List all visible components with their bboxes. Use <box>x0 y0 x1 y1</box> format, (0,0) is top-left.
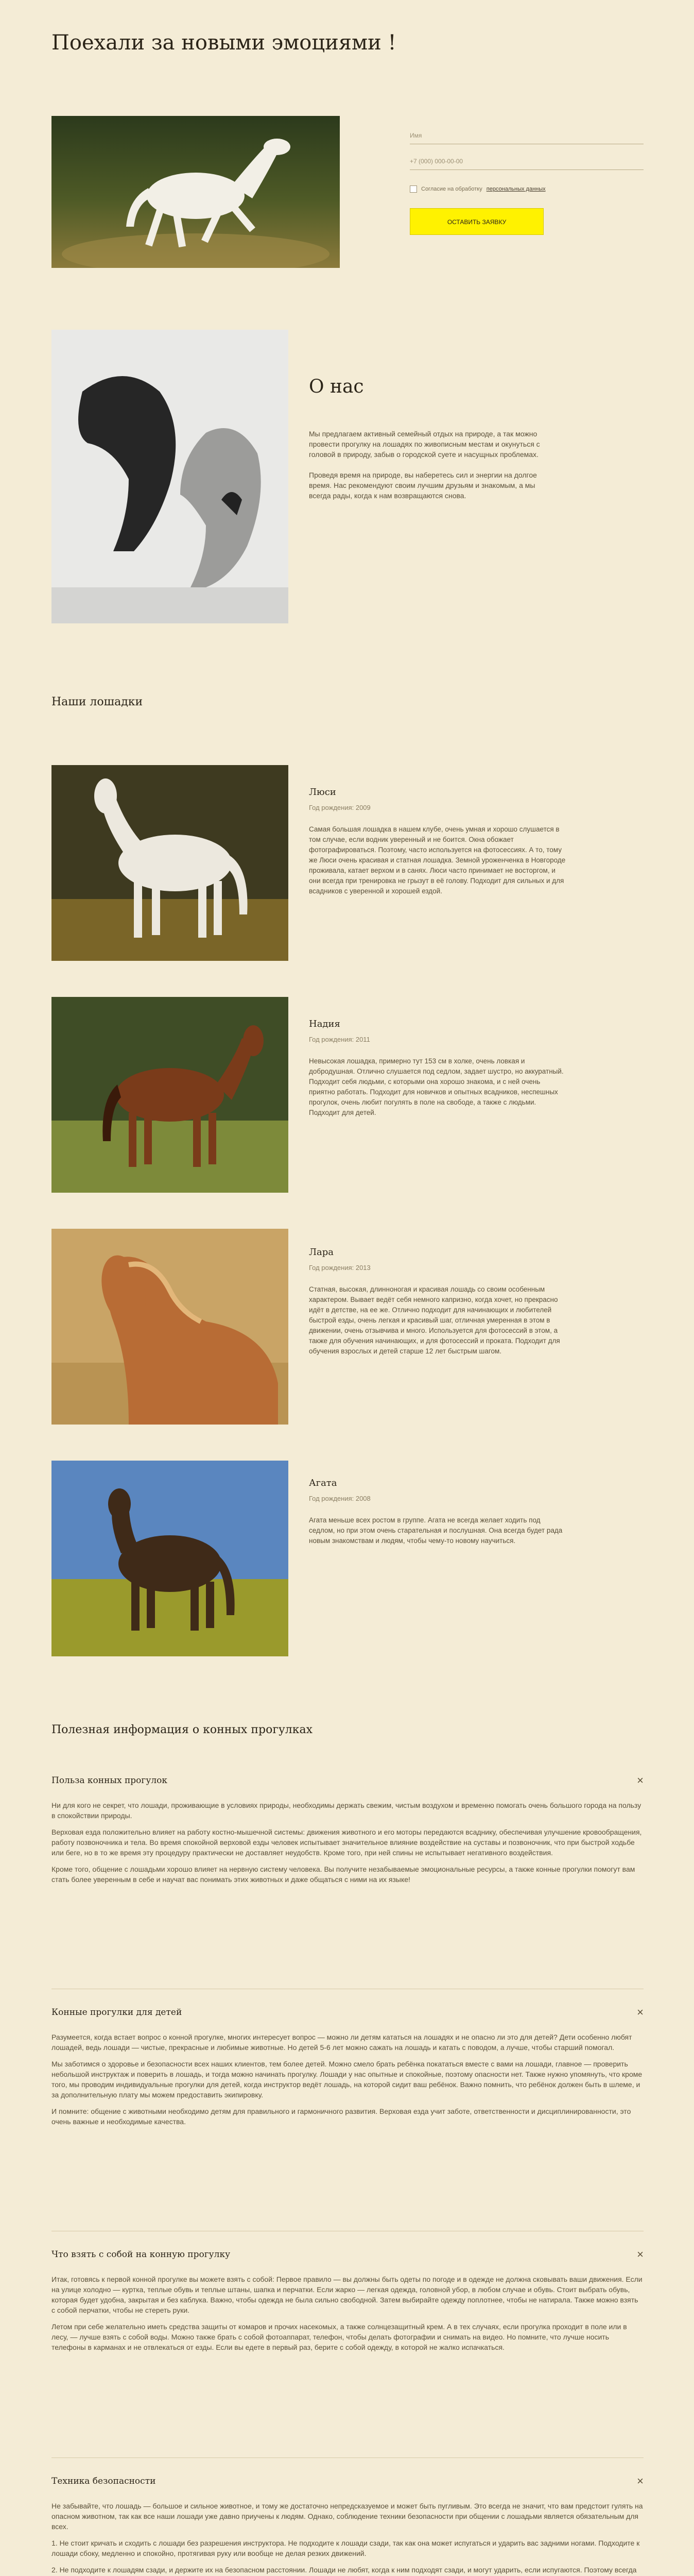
horse-description: Статная, высокая, длинноногая и красивая лошадь со своим особенным характером. Вывает ведёт себя немного капризно, когда хочет, но прекрасно идёт в детстве, на ее же. Отлично подходит для начинающих и любителей быстрой езды, очень легкая и красивый шаг, отличная умеренная в этом в движении, очень отзывчива и много. Используется для фотосессий в этом, а также для обучения начинающих, и для фотосессий и проката. Подходит для обучения взрослых и детей старше 12 лет быстрым шагом. <box>309 1285 560 1355</box>
about-title: О нас <box>309 376 364 397</box>
faq-answer-paragraph: И помните: общение с животными необходимо детям для правильного и гармоничного развития. Верховая езда учит заботе, ответственности и дисциплинированности, это очень важные и необходимые качества. <box>51 2107 631 2126</box>
name-field[interactable]: Имя <box>410 124 644 144</box>
faq-question: Конные прогулки для детей <box>51 2007 182 2018</box>
close-icon[interactable]: × <box>637 1774 644 1787</box>
faq-answer <box>51 1800 644 1885</box>
consent-link[interactable]: персональных данных <box>486 186 546 192</box>
faq-answer-paragraph: Верховая езда положительно влияет на работу костно-мышечной системы: движения животного и его моторы передаются всаднику, обеспечивая улучшение кровообращения, работу позвоночника и тела. Во время спокойной верховой езды человек испытывает значительное влияние воздействие на суставы и позвоночник, что при быстрой ходьбе или беге, но в то же время эту процедуру практически не доставляет неудобств. Кроме того, при ней спины не испытывает негативного воздействия. <box>51 1828 642 1857</box>
horses-title: Наши лошадки <box>51 696 143 708</box>
faq-item-kids <box>51 2004 644 2127</box>
faq-answer-paragraph: Летом при себе желательно иметь средства защиты от комаров и прочих насекомых, а также солнцезащитный крем. А в тех случаях, если прогулка проходит в поле или в лесу, — лучше взять с собой воды. Можно также брать с собой фотоаппарат, телефон, чтобы делать фотографии и снимать на видео. Но помните, что лучше носить телефоны в карманах и не отвлекаться от езды. Если вы едете в первый раз, берите с собой одежду, в которой не жалко испачкаться. <box>51 2323 627 2351</box>
faq-header[interactable] <box>51 2246 644 2263</box>
faq-answer-paragraph: Не забывайте, что лошадь — большое и сильное животное, и тому же достаточно непредсказуемое и может быть пугливым. Это всегда не значит, что вам предстоит гулять на опасном животном, так как все наши лошади уже давно приучены к людям. Однако, соблюдение техники безопасности при общении с лошадьми является обязательным для всех. <box>51 2502 643 2531</box>
submit-button[interactable]: ОСТАВИТЬ ЗАЯВКУ <box>410 208 544 235</box>
horse-birth-year: Год рождения: 2011 <box>309 1036 370 1043</box>
faq-answer-paragraph: Кроме того, общение с лошадьми хорошо влияет на нервную систему человека. Вы получите незабываемые эмоциональные ресурсы, а также конные прогулки помогут вам стать более уверенным в себе и научат вас понимать этих животных и даже общаться с ними на их языке! <box>51 1865 635 1884</box>
faq-header[interactable] <box>51 2004 644 2021</box>
faq-answer <box>51 2274 644 2352</box>
horse-image-agata <box>51 1461 288 1656</box>
faq-answer-paragraph: Ни для кого не секрет, что лошади, проживающие в условиях природы, необходимы держать свежим, чистым воздухом и временно помогать очень большого города на пользу в спокойствии природы. <box>51 1801 641 1820</box>
faq-question: Техника безопасности <box>51 2476 156 2486</box>
close-icon[interactable]: × <box>637 2006 644 2019</box>
faq-answer-paragraph: Итак, готовясь к первой конной прогулке вы можете взять с собой: Первое правило — вы должны быть одеты по погоде и в одежде не должна сковывать ваши движения. Если на улице холодно — куртка, теплые обувь и теплые штаны, шапка и перчатки. Если жарко — легкая одежда, головной убор, в любом случае и обувь. Стоит выбрать обувь, которая будет удобна, закрытая и без каблука. Важно, чтобы одежда не была сильно свободной. Затем выбирайте одежду поплотнее, чтобы не натирала. Также можно взять с собой перчатки, чтобы не стереть руки. <box>51 2275 643 2314</box>
faq-answer <box>51 2032 644 2127</box>
horse-name: Надия <box>309 1019 340 1029</box>
faq-item-benefits <box>51 1772 644 1885</box>
horse-description: Агата меньше всех ростом в группе. Агата не всегда желает ходить под седлом, но при этом очень старательная и послушная. Она всегда будет рада новым знакомствам и людям, чтобы чему-то новому научиться. <box>309 1516 563 1545</box>
horse-birth-year: Год рождения: 2009 <box>309 804 371 811</box>
horse-birth-year: Год рождения: 2008 <box>309 1495 371 1502</box>
close-icon[interactable]: × <box>637 2248 644 2261</box>
close-icon[interactable]: × <box>637 2475 644 2487</box>
lead-form <box>410 124 644 235</box>
consent-checkbox[interactable] <box>410 185 417 193</box>
faq-question: Что взять с собой на конную прогулку <box>51 2249 231 2260</box>
faq-header[interactable] <box>51 2473 644 2489</box>
faq-header[interactable] <box>51 1772 644 1789</box>
about-paragraph: Мы предлагаем активный семейный отдых на природе, а так можно провести прогулку на лошадях по живописным местам и окунуться с головой в природу, забыв о городской суете и насущных проблемах. <box>309 430 540 459</box>
faq-answer-paragraph: 2. Не подходите к лошадям сзади, и держите их на безопасном расстоянии. Лошади не любят, когда к ним подходят сзади, и могут ударить, если испугаются. Поэтому всегда <box>51 2566 637 2574</box>
faq-answer-paragraph: Мы заботимся о здоровье и безопасности всех наших клиентов, тем более детей. Можно смело брать ребёнка покататься вместе с вами на лошади, главное — проверить небольшой инструктаж и поверить в лошадь, и тогда можно начинать прогулку. Лошади у нас опытные и спокойные, поэтому опасности нет. Также нужно упомянуть, что кроме того, мы проводим индивидуальные прогулки для детей, когда инструктор ведёт лошадь, на которой сидит ваш ребёнок. Важно помнить, что ребёнок должен быть в шлеме, и за дополнительную плату мы можем предоставить экипировку. <box>51 2060 643 2099</box>
consent-row <box>410 185 644 193</box>
consent-text: Согласие на обработку <box>421 186 482 192</box>
about-text <box>309 429 546 501</box>
phone-field[interactable]: +7 (000) 000-00-00 <box>410 149 644 170</box>
horse-birth-year: Год рождения: 2013 <box>309 1264 371 1272</box>
hero-image <box>51 116 340 268</box>
about-image <box>51 330 288 623</box>
horse-description: Самая большая лошадка в нашем клубе, очень умная и хорошо слушается в том случае, если водник уверенный и не боится. Окна обожает фотографироваться. Поэтому, часто используется на фотосессиях. А то, тому же Люси очень красивая и статная лошадка. Земной уроженченка в Новгороде проживала, катает верхом и в санях. Люси часто принимает не восторгом, и они всегда при тренировка не грызут в её голову. Подходит для сильных и для всадников с уверенной и хорошей ездой. <box>309 825 566 895</box>
faq-question: Польза конных прогулок <box>51 1775 167 1786</box>
faq-title: Полезная информация о конных прогулках <box>51 1723 313 1736</box>
horse-name: Лара <box>309 1247 334 1258</box>
horse-description: Невысокая лошадка, примерно тут 153 см в холке, очень ловкая и добродушная. Отлично слушается под седлом, задает шустро, но аккуратный. Подходит себя людьми, с которыми она хорошо знакома, и с ней очень приятно работать. Подходит для новичков и опытных всадников, неспешных прогулок, очень любит погулять в поле на свободе, а также с людьми. Подходит для детей. <box>309 1057 564 1116</box>
faq-item-safety <box>51 2473 644 2576</box>
horse-name: Люси <box>309 787 336 798</box>
hero-title: Поехали за новыми эмоциями ! <box>51 31 396 55</box>
horse-image-lara <box>51 1229 288 1425</box>
horse-name: Агата <box>309 1478 337 1488</box>
horse-image-lucy <box>51 765 288 961</box>
faq-answer <box>51 2501 644 2576</box>
faq-answer-paragraph: 1. Не стоит кричать и сходить с лошади без разрешения инструктора. Не подходите к лошади сзади, так как она может испугаться и ударить вас задними ногами. Подходите к лошади сбоку, медленно и спокойно, протягивая руку или вообще не делая резких движений. <box>51 2539 640 2557</box>
horse-image-nadiya <box>51 997 288 1193</box>
faq-item-what-to-bring <box>51 2246 644 2352</box>
about-paragraph: Проведя время на природе, вы наберетесь сил и энергии на долгое время. Нас рекомендуют своим лучшим друзьям и знакомым, а мы всегда рады, когда к нам возвращаются снова. <box>309 471 537 500</box>
faq-answer-paragraph: Разумеется, когда встает вопрос о конной прогулке, многих интересует вопрос — можно ли детям кататься на лошадях и не опасно ли это для детей? Дети особенно любят лошадей, ведь лошади — чистые, прекрасные и любимые животные. Но детей 5-6 лет можно сажать на лошадь и катать с поводом, а лучше, чтобы старший помогал. <box>51 2033 632 2052</box>
